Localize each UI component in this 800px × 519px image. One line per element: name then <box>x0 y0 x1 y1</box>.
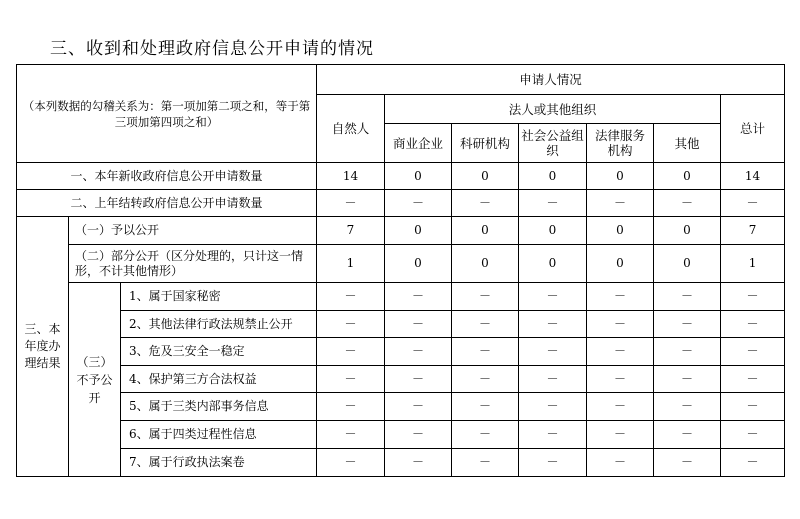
cell: － <box>452 393 519 421</box>
cell: － <box>721 366 785 393</box>
cell: － <box>721 311 785 338</box>
cell: 0 <box>385 217 452 245</box>
cell: － <box>452 311 519 338</box>
table-row <box>17 283 785 311</box>
cell: － <box>587 393 654 421</box>
section-3-label: 三、本年度办理结果 <box>17 217 69 477</box>
cell: － <box>587 283 654 311</box>
table-row <box>17 190 785 217</box>
cell: － <box>519 449 587 477</box>
row-label: 7、属于行政执法案卷 <box>121 449 317 477</box>
cell: － <box>587 338 654 366</box>
row-label: 4、保护第三方合法权益 <box>121 366 317 393</box>
cell: 0 <box>519 245 587 283</box>
row-label: 2、其他法律行政法规禁止公开 <box>121 311 317 338</box>
header-legal-service: 法律服务机构 <box>587 124 654 163</box>
cell: － <box>452 366 519 393</box>
table-row <box>17 421 785 449</box>
cell: 0 <box>587 217 654 245</box>
cell: 0 <box>654 245 721 283</box>
row-label: 1、属于国家秘密 <box>121 283 317 311</box>
cell: － <box>452 283 519 311</box>
header-social: 社会公益组织 <box>519 124 587 163</box>
cell: － <box>721 421 785 449</box>
row-label: 5、属于三类内部事务信息 <box>121 393 317 421</box>
section-title: 三、收到和处理政府信息公开申请的情况 <box>50 39 374 59</box>
cell: － <box>519 421 587 449</box>
cell: 0 <box>385 163 452 190</box>
cell: － <box>385 338 452 366</box>
cell: － <box>519 366 587 393</box>
row-label: 二、上年结转政府信息公开申请数量 <box>17 190 317 217</box>
cell: 0 <box>452 217 519 245</box>
cell: － <box>654 190 721 217</box>
cell: － <box>519 190 587 217</box>
cell: 0 <box>519 217 587 245</box>
table-row <box>17 245 785 283</box>
cell: － <box>317 190 385 217</box>
table-row <box>17 366 785 393</box>
table-row <box>17 393 785 421</box>
cell: － <box>654 449 721 477</box>
cell: － <box>452 449 519 477</box>
cell: － <box>587 366 654 393</box>
cell: 0 <box>452 163 519 190</box>
cell: － <box>654 393 721 421</box>
table-row <box>17 449 785 477</box>
cell: 0 <box>519 163 587 190</box>
cell: － <box>654 421 721 449</box>
cell: － <box>317 366 385 393</box>
cell: － <box>317 311 385 338</box>
cell: 0 <box>452 245 519 283</box>
row-label: （一）予以公开 <box>69 217 317 245</box>
cell: － <box>452 190 519 217</box>
cell: － <box>385 190 452 217</box>
cell: 0 <box>587 245 654 283</box>
cell: － <box>317 393 385 421</box>
cell: － <box>519 283 587 311</box>
cell: － <box>519 338 587 366</box>
cell: － <box>587 421 654 449</box>
cell: － <box>721 338 785 366</box>
row-label: （二）部分公开（区分处理的，只计这一情形，不计其他情形） <box>69 245 317 283</box>
cell: 14 <box>721 163 785 190</box>
cell: － <box>721 283 785 311</box>
cell: 0 <box>385 245 452 283</box>
section-3-3-label: （三）不予公开 <box>69 283 121 477</box>
cell: － <box>385 311 452 338</box>
cell: 7 <box>721 217 785 245</box>
cell: － <box>721 190 785 217</box>
cell: － <box>587 190 654 217</box>
table-note: （本列数据的勾稽关系为：第一项加第二项之和，等于第三项加第四项之和） <box>17 65 317 163</box>
cell: － <box>385 393 452 421</box>
cell: － <box>654 366 721 393</box>
cell: － <box>452 421 519 449</box>
table-row <box>17 163 785 190</box>
header-other: 其他 <box>654 124 721 163</box>
cell: － <box>654 283 721 311</box>
cell: － <box>587 311 654 338</box>
cell: － <box>519 311 587 338</box>
header-legal-group: 法人或其他组织 <box>385 95 721 124</box>
header-applicant: 申请人情况 <box>317 65 785 95</box>
cell: 7 <box>317 217 385 245</box>
cell: － <box>587 449 654 477</box>
cell: 0 <box>654 163 721 190</box>
application-statistics-table <box>16 64 785 477</box>
table-row <box>17 217 785 245</box>
cell: 0 <box>587 163 654 190</box>
cell: － <box>317 283 385 311</box>
cell: － <box>317 338 385 366</box>
header-research: 科研机构 <box>452 124 519 163</box>
header-total: 总计 <box>721 95 785 163</box>
cell: 0 <box>654 217 721 245</box>
table-row <box>17 338 785 366</box>
header-natural-person: 自然人 <box>317 95 385 163</box>
row-label: 3、危及三安全一稳定 <box>121 338 317 366</box>
cell: － <box>317 449 385 477</box>
header-commercial: 商业企业 <box>385 124 452 163</box>
row-label: 6、属于四类过程性信息 <box>121 421 317 449</box>
cell: － <box>721 449 785 477</box>
cell: － <box>452 338 519 366</box>
cell: 14 <box>317 163 385 190</box>
cell: － <box>385 421 452 449</box>
cell: － <box>654 338 721 366</box>
cell: － <box>721 393 785 421</box>
cell: － <box>317 421 385 449</box>
table-row <box>17 311 785 338</box>
row-label: 一、本年新收政府信息公开申请数量 <box>17 163 317 190</box>
cell: － <box>519 393 587 421</box>
cell: － <box>385 449 452 477</box>
cell: 1 <box>721 245 785 283</box>
cell: － <box>385 283 452 311</box>
cell: － <box>654 311 721 338</box>
cell: － <box>385 366 452 393</box>
cell: 1 <box>317 245 385 283</box>
